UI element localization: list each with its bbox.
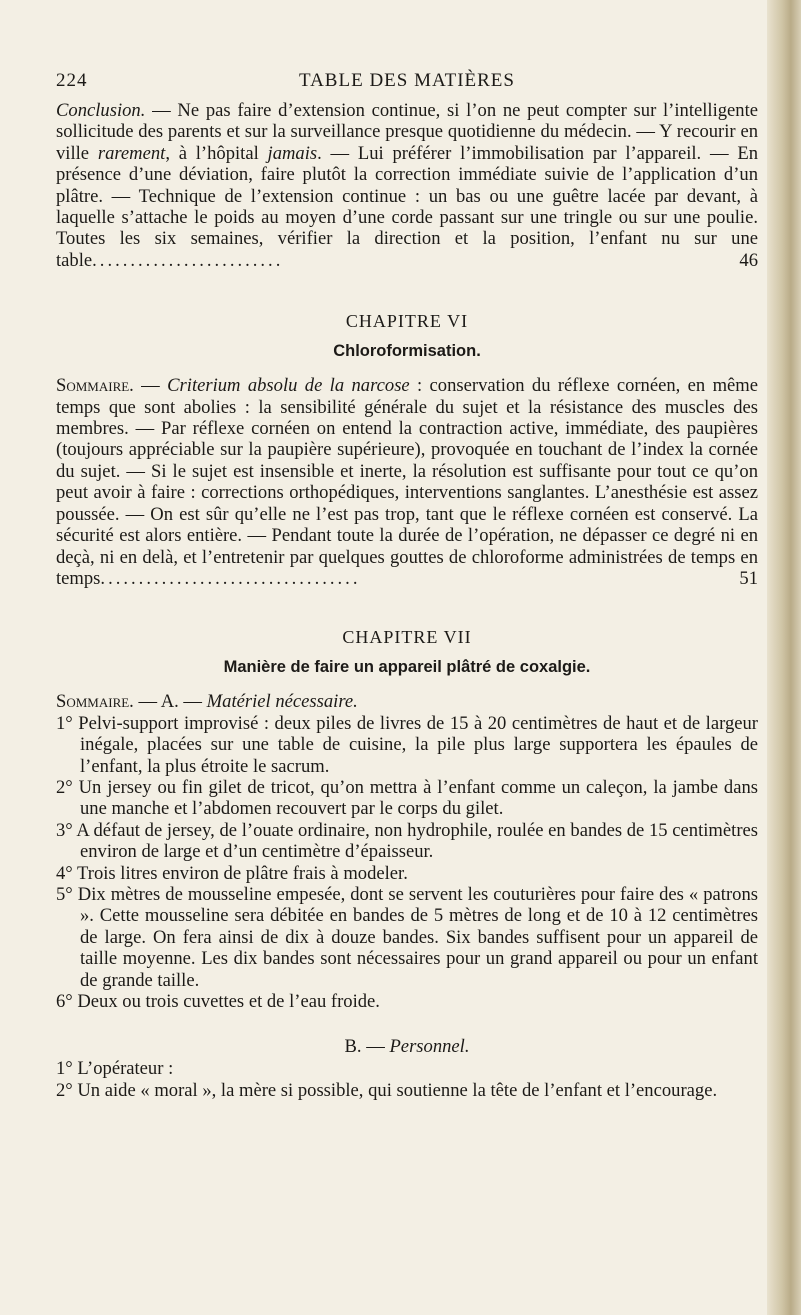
chapter-6-page-ref: 51	[739, 567, 758, 589]
list-item: 1° L’opérateur :	[56, 1058, 174, 1080]
running-title: TABLE DES MATIÈRES	[299, 70, 515, 91]
page-edge	[767, 0, 801, 1315]
conclusion-page-ref: 46	[739, 249, 758, 271]
list-item: 4° Trois litres environ de plâtre frais à modeler.	[56, 862, 408, 884]
sommaire-label: Sommaire.	[56, 691, 134, 713]
list-item: 2° Un jersey ou fin gilet de tricot, qu’on mettra à l’enfant comme un caleçon, la jambe dans une manche et l’abdomen recouvert par le corps du gilet.	[56, 776, 758, 820]
conclusion-label: Conclusion.	[56, 100, 146, 121]
page-number: 224	[56, 70, 88, 91]
running-head	[56, 70, 758, 100]
section-b-list	[56, 1058, 758, 1101]
sommaire-label: Sommaire.	[56, 375, 134, 397]
document-page	[56, 70, 758, 1101]
chapter-7-subtitle: Manière de faire un appareil plâtré de coxalgie.	[223, 658, 591, 677]
chapter-6-heading: CHAPITRE VI	[345, 311, 469, 332]
list-item: 3° A défaut de jersey, de l’ouate ordinaire, non hydrophile, roulée en bandes de 15 centimètres environ de large et d’un centimètre d’épaisseur.	[56, 819, 758, 863]
chapter-7-sommaire: Sommaire. — A. — Matériel nécessaire.	[56, 691, 358, 713]
list-item: 1° Pelvi-support improvisé : deux piles de livres de 15 à 20 centimètres de haut et de largeur inégale, placées sur une table de cuisine, la pile plus large supportera les épaules de l’enfant, la plus étroite le sacrum.	[56, 712, 758, 777]
summary-title: Criterium absolu de la narcose	[167, 375, 410, 397]
list-item: 5° Dix mètres de mousseline empesée, dont se servent les couturières pour faire des « patrons ». Cette mousseline sera débitée en bandes de 5 mètres de long et de 10 à 12 centimètres de large. On fera ainsi de dix à douze bandes. Six bandes suffisent pour un appareil de taille moyenne. Les dix bandes sont nécessaires pour un grand appareil ou pour un enfant de grande taille.	[56, 883, 758, 991]
section-a-list	[56, 713, 758, 1013]
chapter-6-summary: Sommaire. — Criterium absolu de la narcose : conservation du réflexe cornéen, en même temps que sont abolies : la sensibilité générale du sujet et la résistance des muscles des membres. — Par réflexe cornéen on entend la contraction active, immédiate, des paupières (toujours appréciable sur la paupière supérieure), provoquée en touchant de l’index la cornée du sujet. — Si le sujet est insensible et inerte, la résolution est suffisante pour tout ce qu’on peut avoir à faire : corrections orthopédiques, interventions sanglantes. L’anesthésie est assez poussée. — On est sûr qu’elle ne l’est pas trop, tant que le réflexe cornéen est conservé. La sécurité est alors entière. — Pendant toute la durée de l’opération, ne dépasser ce degré ni en deçà, ni en delà, et l’entretenir par quelques gouttes de chloroforme administrées de temps en temps.................................. 51	[56, 375, 758, 589]
section-b-heading: B. — Personnel.	[344, 1036, 470, 1058]
list-item: 2° Un aide « moral », la mère si possible, qui soutienne la tête de l’enfant et l’encourage.	[56, 1079, 718, 1101]
list-item: 6° Deux ou trois cuvettes et de l’eau froide.	[56, 991, 380, 1012]
conclusion-paragraph: Conclusion. — Ne pas faire d’extension continue, si l’on ne peut compter sur l’intelligente sollicitude des parents et sur la surveillance presque quotidienne du médecin. — Y recourir en ville rarement, à l’hôpital jamais. — Lui préférer l’immobilisation par l’appareil. — En présence d’une déviation, faire plutôt la correction immédiate suivie de l’application d’un plâtre. — Technique de l’extension continue : un bas ou une guêtre lacée par devant, à laquelle s’attache le poids au moyen d’une corde passant sur une tringle ou sur une poulie. Toutes les six semaines, vérifier la direction et la position, l’enfant nu sur une table......................... 46	[56, 100, 758, 271]
chapter-6-subtitle: Chloroformisation.	[333, 342, 481, 361]
section-a-title: Matériel nécessaire.	[206, 691, 358, 713]
chapter-7-heading: CHAPITRE VII	[342, 627, 472, 648]
